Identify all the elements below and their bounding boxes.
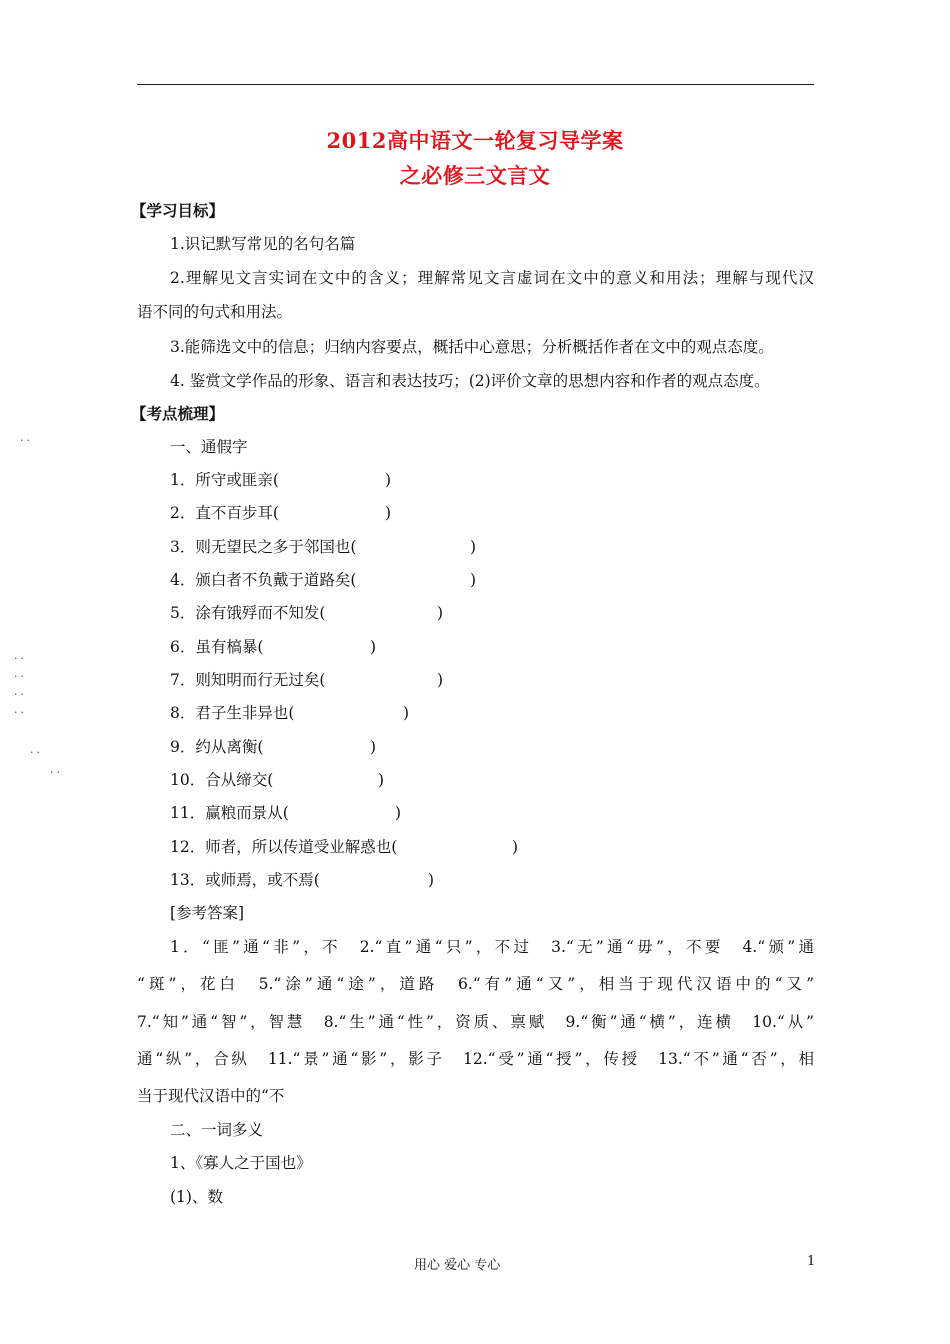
goal-2: 2.理解见文言实词在文中的含义；理解常见文言虚词在文中的意义和用法；理解与现代汉 [170,269,814,287]
goal-1: 1.识记默写常见的名句名篇 [170,235,356,253]
answer-line: 当于现代汉语中的“不 [137,1087,285,1105]
doc-title: 2012高中语文一轮复习导学案 [326,128,624,153]
question-item: 13．或师焉，或不焉( ) [170,871,435,889]
question-item: 2．直不百步耳( ) [170,504,392,522]
text-title-item: 1、《寡人之于国也》 [170,1154,312,1172]
answer-line: “斑”，花白 5.“涂”通“途”，道路 6.“有”通“又”，相当于现代汉语中的“又” [137,975,814,993]
word-item: (1)、数 [170,1188,223,1206]
goal-4: 4. 鉴赏文学作品的形象、语言和表达技巧；(2)评价文章的思想内容和作者的观点态度。 [170,372,770,390]
question-item: 3．则无望民之多于邻国也( ) [170,538,477,556]
question-item: 11．赢粮而景从( ) [170,804,402,822]
section-goals-heading: 【学习目标】 [131,201,225,220]
page-number: 1 [807,1254,816,1269]
goal-3: 3.能筛选文中的信息；归纳内容要点，概括中心意思；分析概括作者在文中的观点态度。 [170,338,774,356]
question-item: 12．师者，所以传道受业解惑也( ) [170,838,519,856]
subsection-tongjiazi: 一、通假字 [170,438,248,456]
margin-dots: ·· [50,766,63,779]
subsection-yiciduoyi: 二、一词多义 [170,1121,264,1139]
answer-line: 7.“知”通“智”，智慧 8.“生”通“性”，资质、禀赋 9.“衡”通“横”，连横 10.“从” [137,1013,814,1031]
question-item: 6．虽有槁暴( ) [170,638,377,656]
header-rule [137,84,814,85]
margin-dots: ·· [30,746,43,759]
goal-2-cont: 语不同的句式和用法。 [137,303,293,321]
margin-dots: ·· [14,670,27,683]
section-points-heading: 【考点梳理】 [131,404,225,423]
question-item: 1．所守或匪亲( ) [170,471,392,489]
doc-subtitle: 之必修三文言文 [399,163,551,188]
margin-dots: ·· [14,706,27,719]
footer-text: 用心 爱心 专心 [414,1258,501,1273]
question-item: 10．合从缔交( ) [170,771,385,789]
question-item: 7．则知明而行无过矣( ) [170,671,444,689]
margin-dots: ·· [14,652,27,665]
question-item: 4．颁白者不负戴于道路矣( ) [170,571,477,589]
answer-line: 通“纵”，合纵 11.“景”通“影”，影子 12.“受”通“授”，传授 13.“不”通“否”，相 [137,1050,814,1068]
margin-dots: ·· [20,434,33,447]
answer-heading: [参考答案] [170,904,245,922]
margin-dots: ·· [14,688,27,701]
answer-line: 1．“匪”通“非”，不 2.“直”通“只”，不过 3.“无”通“毋”，不要 4.“颁”通 [170,938,814,956]
question-item: 5．涂有饿殍而不知发( ) [170,604,444,622]
question-item: 9．约从离衡( ) [170,738,377,756]
question-item: 8．君子生非异也( ) [170,704,410,722]
